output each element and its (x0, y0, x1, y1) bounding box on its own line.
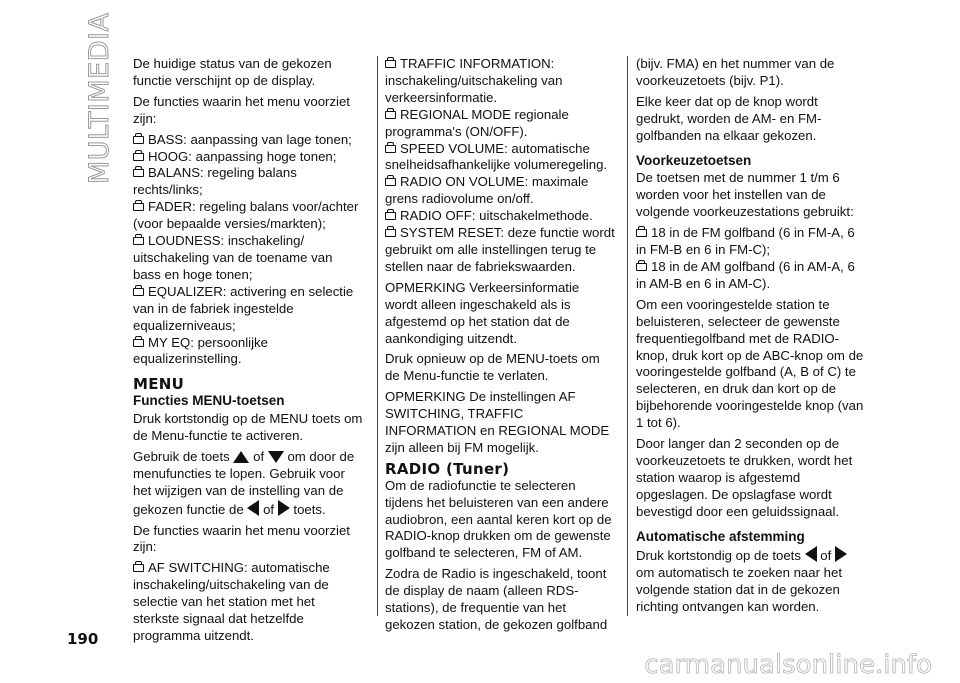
paragraph: Om de radiofunctie te selecteren tijdens het beluisteren van een andere audiobron, een aantal keren kort op de RADIO-knop drukken om de gewenste golfband te selecteren, FM of AM. (385, 477, 612, 561)
bullet-icon (133, 288, 144, 296)
list-item: LOUDNESS: inschakeling/ uitschakeling van de toename van bass en hoge tonen; (133, 233, 333, 282)
bullet-icon (133, 169, 144, 177)
heading-menu: MENU (133, 375, 185, 394)
bullet-icon (385, 229, 396, 237)
column-divider (377, 56, 378, 616)
arrow-right-icon (278, 500, 290, 516)
paragraph: (bijv. FMA) en het nummer van de voorkeuzetoets (bijv. P1). (636, 56, 835, 88)
paragraph: De huidige status van de gekozen functie verschijnt op de display. (133, 56, 332, 88)
paragraph: Gebruik de toets of om door de menufuncties te lopen. Gebruik voor het wijzigen van de instelling van de gekozen functie de of toets. (133, 448, 355, 517)
bullet-icon (385, 60, 396, 68)
watermark: carmanualsonline.info (644, 650, 932, 680)
bullet-icon (636, 229, 647, 237)
paragraph: De toetsen met de nummer 1 t/m 6 worden voor het instellen van de volgende voorkeuzestations gebruikt: (636, 170, 854, 220)
bullet-icon (133, 203, 144, 211)
arrow-left-icon (805, 546, 817, 562)
paragraph: De functies waarin het menu voorziet zijn: (133, 522, 350, 555)
bullet-icon (133, 136, 144, 144)
list-item: SPEED VOLUME: automatische snelheidsafhankelijke volumeregeling. (385, 140, 608, 173)
paragraph: Door langer dan 2 seconden op de voorkeuzetoets te drukken, wordt het station waarop is afgestemd opgeslagen. De opslagfase wordt bevestigd door een geluidssignaal. (636, 436, 853, 519)
bullet-icon (133, 564, 144, 572)
list-item: REGIONAL MODE regionale programma's (ON/OFF). (385, 106, 569, 139)
list-item: BALANS: regeling balans rechts/links; (133, 165, 297, 198)
list-item: RADIO OFF: uitschakelmethode. (385, 208, 615, 225)
page-number: 190 (67, 630, 99, 648)
heading-radio: RADIO (Tuner) (385, 459, 510, 478)
bullet-icon (133, 153, 144, 161)
column-2 (385, 56, 615, 638)
paragraph: Druk kortstondig op de toets of om automatisch te zoeken naar het volgende station dat in de gekozen richting ontvangen kan worden. (636, 546, 866, 616)
list-item: SYSTEM RESET: deze functie wordt gebruikt om alle instellingen terug te stellen naar de fabriekswaarden. (385, 225, 615, 274)
list-item: EQUALIZER: activering en selectie van in de fabriek ingestelde equalizerniveaus; (133, 283, 354, 333)
column-3 (636, 56, 866, 620)
arrow-right-icon (835, 546, 847, 562)
arrow-left-icon (247, 500, 259, 516)
paragraph: De functies waarin het menu voorziet zijn: (133, 93, 350, 126)
subheading-menu-keys: Functies MENU-toetsen (133, 393, 285, 409)
paragraph: Zodra de Radio is ingeschakeld, toont de display de naam (alleen RDS-stations), de frequentie van het gekozen station, de gekozen golfband (385, 566, 608, 632)
column-1 (133, 56, 363, 645)
bullet-icon (385, 145, 396, 153)
bullet-icon (385, 178, 396, 186)
list-item: BASS: aanpassing van lage tonen; (133, 132, 363, 149)
list-item: MY EQ: persoonlijke equalizerinstelling. (133, 334, 268, 367)
bullet-icon (385, 212, 396, 220)
bullet-icon (133, 339, 144, 347)
bullet-icon (636, 263, 647, 271)
bullet-icon (385, 111, 396, 119)
arrow-down-icon (268, 451, 284, 463)
note: OPMERKING De instellingen AF SWITCHING, TRAFFIC INFORMATION en REGIONAL MODE zijn alleen bij FM mogelijk. (385, 389, 610, 455)
list-item: RADIO ON VOLUME: maximale grens radiovolume on/off. (385, 174, 589, 207)
list-item: AF SWITCHING: automatische inschakeling/uitschakeling van de selectie van het station met het sterkste signaal dat hetzelfde programma uitzendt. (133, 560, 330, 643)
subheading-presets: Voorkeuzetoetsen (636, 152, 752, 168)
subheading-auto-tuning: Automatische afstemming (636, 528, 805, 544)
list-item: 18 in de AM golfband (6 in AM-A, 6 in AM-B en 6 in AM-C). (636, 258, 855, 291)
list-item: TRAFFIC INFORMATION: inschakeling/uitschakeling van verkeersinformatie. (385, 56, 563, 105)
list-item: FADER: regeling balans voor/achter (voor bepaalde versies/markten); (133, 199, 359, 232)
arrow-up-icon (233, 451, 249, 463)
note: OPMERKING Verkeersinformatie wordt alleen ingeschakeld als is afgestemd op het station dat de aankondiging uitzendt. (385, 279, 580, 346)
paragraph: Druk kortstondig op de MENU toets om de Menu-functie te activeren. (133, 411, 363, 444)
column-divider (627, 56, 628, 616)
paragraph: Druk opnieuw op de MENU-toets om de Menu-functie te verlaten. (385, 351, 600, 384)
list-item: 18 in de FM golfband (6 in FM-A, 6 in FM-B en 6 in FM-C); (636, 225, 855, 258)
paragraph: Om een vooringestelde station te beluisteren, selecteer de gewenste frequentiegolfband met de RADIO-knop, druk kort op de ABC-knop om de vooringestelde golfband (A, B of C) te selecteren, en druk dan kort op de bijbehorende vooringestelde knop (van 1 tot 6). (636, 296, 864, 431)
list-item: HOOG: aanpassing hoge tonen; (133, 149, 363, 166)
paragraph: Elke keer dat op de knop wordt gedrukt, worden de AM- en FM-golfbanden na elkaar gekozen. (636, 93, 822, 143)
bullet-icon (133, 237, 144, 245)
